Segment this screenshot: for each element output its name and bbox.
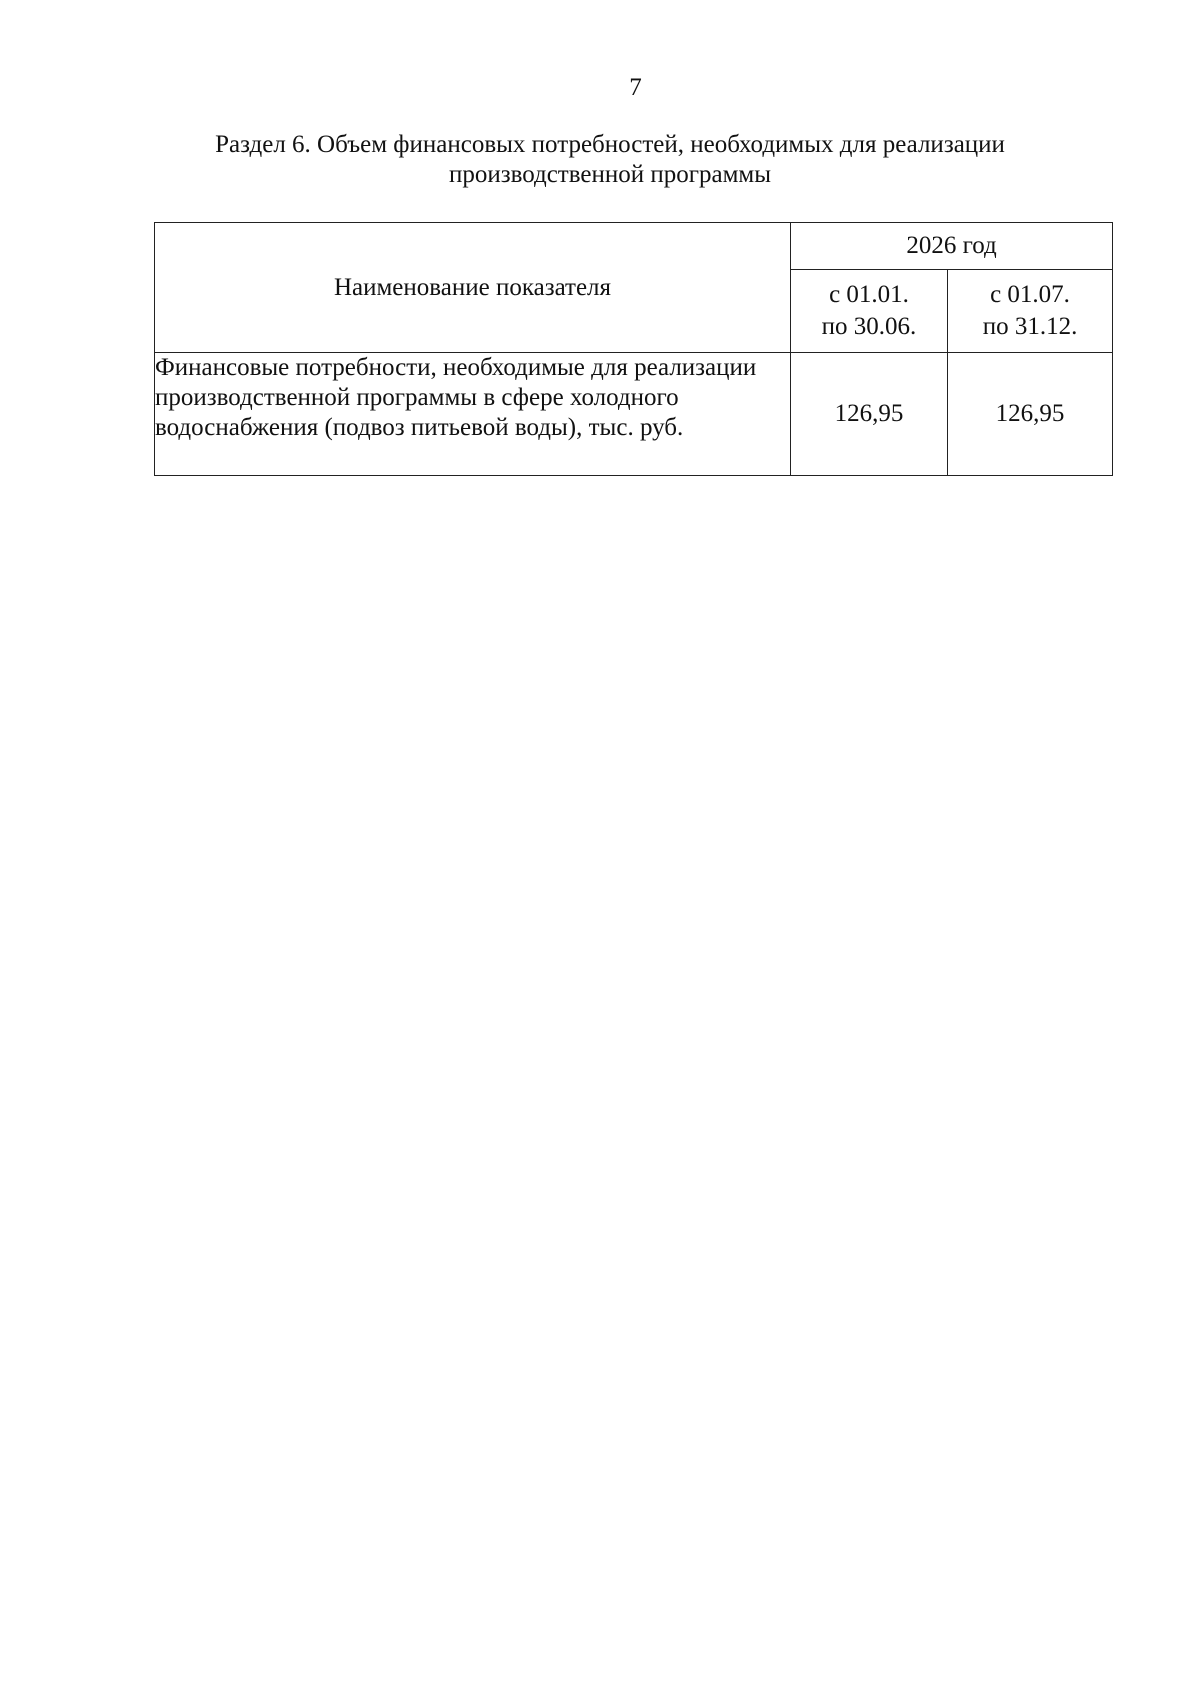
header-period-2 (948, 270, 1113, 353)
row-value-period-1: 126,95 (791, 353, 948, 476)
section-title (160, 130, 1060, 190)
header-period-1 (791, 270, 948, 353)
header-indicator-name: Наименование показателя (155, 223, 791, 353)
row-value-period-2: 126,95 (948, 353, 1113, 476)
table-header-row-1 (155, 223, 1113, 270)
section-title-line-1: Раздел 6. Объем финансовых потребностей, необходимых для реализации (215, 131, 1005, 158)
page-number: 7 (629, 74, 642, 101)
period-1-end: по 30.06. (821, 313, 917, 340)
period-2-end: по 31.12. (982, 313, 1078, 340)
financial-needs-table (154, 222, 1113, 476)
period-1-start: с 01.01. (829, 281, 909, 308)
section-title-line-2: производственной программы (448, 161, 772, 188)
period-2-start: с 01.07. (990, 281, 1070, 308)
row-indicator-name: Финансовые потребности, необходимые для реализации производственной программы в сфере холодного водоснабжения (подвоз питьевой воды), тыс. руб. (155, 353, 791, 476)
table-row (155, 353, 1113, 476)
header-year: 2026 год (791, 223, 1113, 270)
